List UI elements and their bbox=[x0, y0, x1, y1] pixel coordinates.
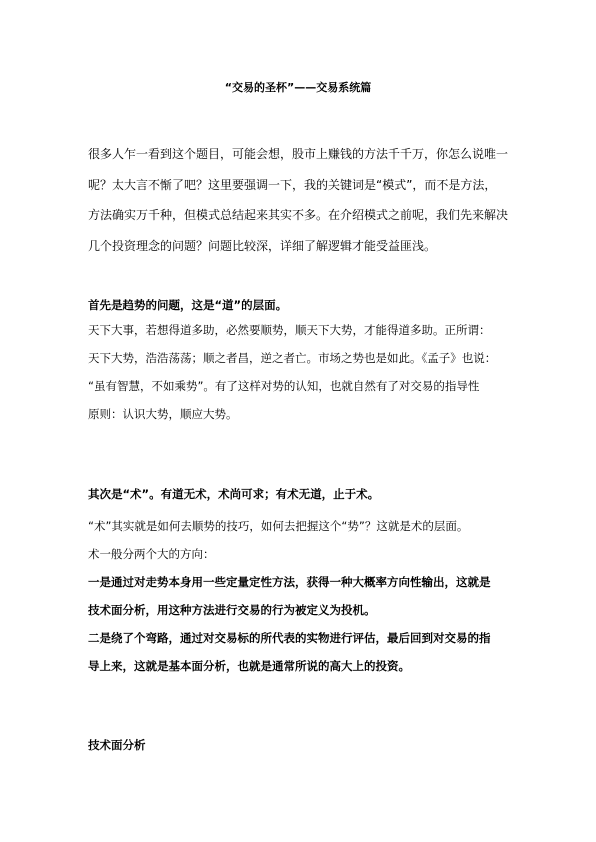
intro-line: 方法确实万千种，但模式总结起来其实不多。在介绍模式之前呢，我们先来解决 bbox=[88, 208, 509, 222]
body-line: “虽有智慧，不如乘势”。有了这样对势的认知，也就自然有了对交易的指导性 bbox=[88, 379, 480, 393]
body-line-bold: 技术面分析，用这种方法进行交易的行为被定义为投机。 bbox=[88, 603, 376, 617]
intro-line: 很多人乍一看到这个题目，可能会想，股市上赚钱的方法千千万，你怎么说唯一 bbox=[88, 147, 509, 161]
document-title: “交易的圣杯”——交易系统篇 bbox=[224, 81, 372, 94]
body-line: 天下大事，若想得道多助，必然要顺势，顺天下大势，才能得道多助。正所谓： bbox=[88, 323, 491, 337]
body-line-bold: 导上来，这就是基本面分析，也就是通常所说的高大上的投资。 bbox=[88, 659, 410, 673]
body-line: “术”其实就是如何去顺势的技巧，如何去把握这个“势”？这就是术的层面。 bbox=[88, 519, 469, 533]
body-line: 原则：认识大势，顺应大势。 bbox=[88, 407, 238, 421]
section-heading-technique: 其次是“术”。有道无术，术尚可求；有术无道，止于术。 bbox=[88, 487, 380, 501]
intro-line: 几个投资理念的问题？问题比较深，详细了解逻辑才能受益匪浅。 bbox=[88, 238, 437, 253]
section-heading-technical-analysis: 技术面分析 bbox=[88, 738, 146, 752]
section-heading-trend: 首先是趋势的问题，这是“道”的层面。 bbox=[88, 298, 288, 312]
section-technique-body bbox=[88, 512, 508, 680]
body-line-bold: 一是通过对走势本身用一些定量定性方法，获得一种大概率方向性输出，这就是 bbox=[88, 575, 491, 589]
intro-line: 呢？太大言不惭了吧？这里要强调一下，我的关键词是“模式”，而不是方法， bbox=[88, 177, 497, 192]
body-line-bold: 二是绕了个弯路，通过对交易标的所代表的实物进行评估，最后回到对交易的指 bbox=[88, 631, 491, 645]
body-line: 天下大势，浩浩荡荡；顺之者昌，逆之者亡。市场之势也是如此。《孟子》也说： bbox=[88, 351, 497, 365]
section-trend-body bbox=[88, 316, 508, 428]
intro-paragraph bbox=[88, 139, 508, 261]
body-line: 术一般分两个大的方向： bbox=[88, 547, 215, 561]
